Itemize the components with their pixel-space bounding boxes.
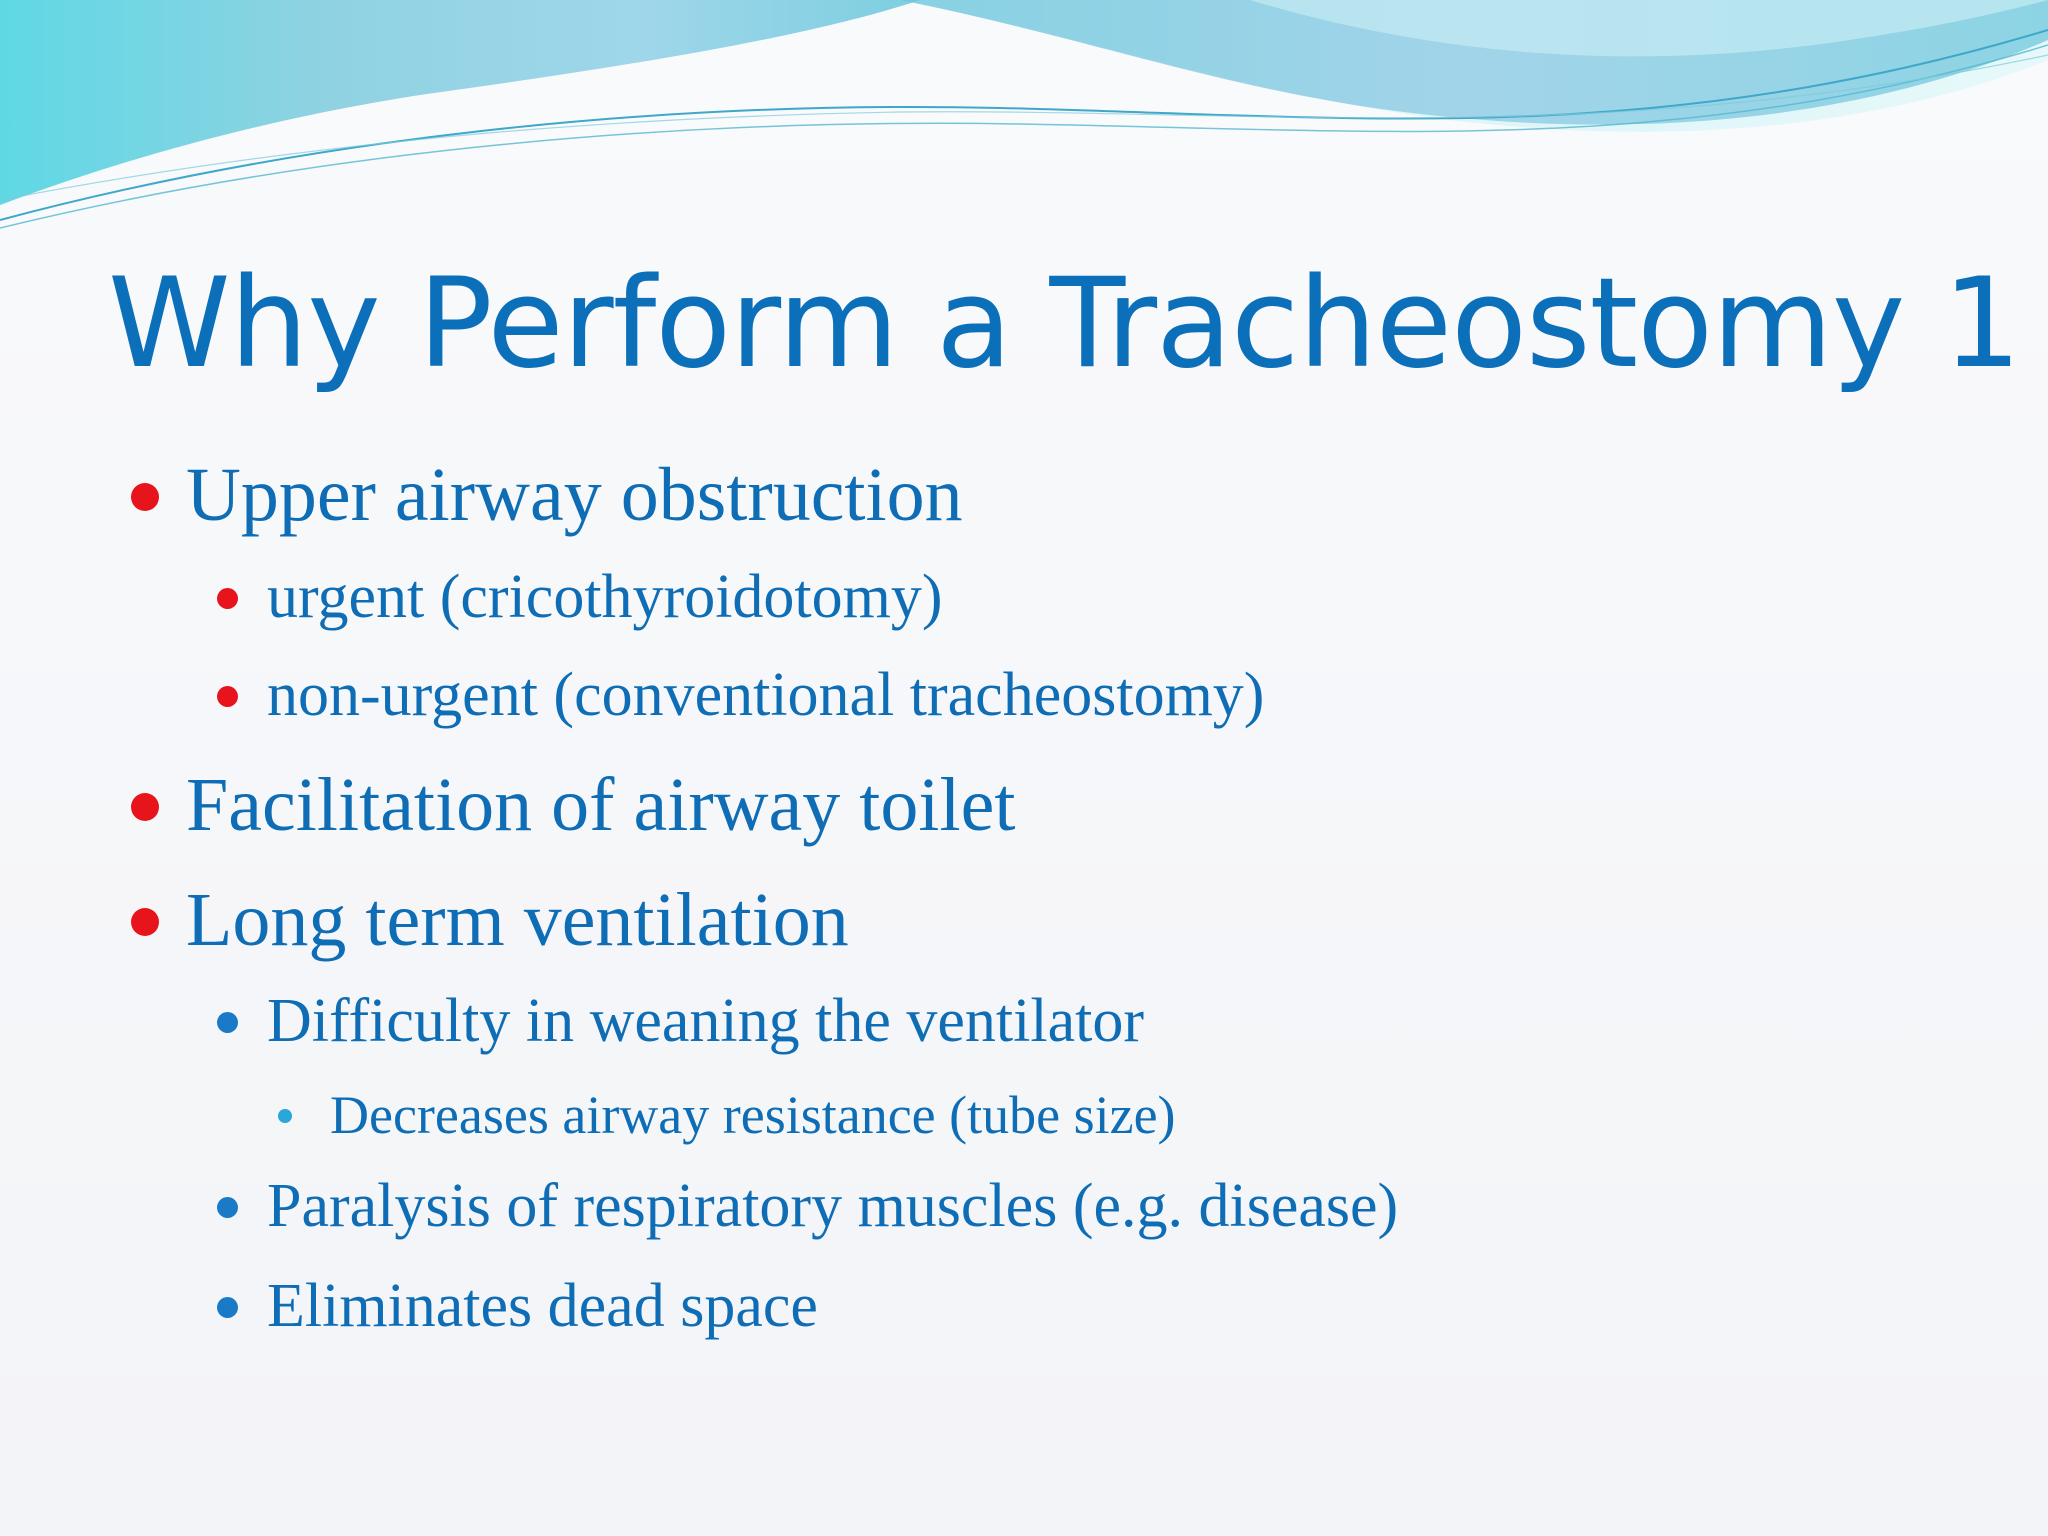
bullet-dot-icon (217, 1297, 238, 1318)
bullet-upper-airway-obstruction (186, 453, 963, 537)
bullet-text: Upper airway obstruction (186, 453, 963, 537)
bullet-text: Difficulty in weaning the ventilator (267, 987, 1144, 1055)
bullet-non-urgent (267, 661, 1265, 729)
bullet-text: non-urgent (conventional tracheostomy) (267, 661, 1265, 729)
bullet-dot-icon (131, 793, 159, 821)
bullet-dot-icon (217, 1197, 238, 1218)
bullet-paralysis-respiratory-muscles (267, 1172, 1399, 1240)
bullet-text: Long term ventilation (186, 878, 849, 962)
bullet-text: Eliminates dead space (267, 1272, 818, 1340)
header-wave-decoration (0, 0, 2048, 240)
bullet-decreases-airway-resistance (330, 1085, 1176, 1145)
bullet-long-term-ventilation (186, 878, 849, 962)
bullet-text: Decreases airway resistance (tube size) (330, 1085, 1176, 1145)
bullet-difficulty-weaning (267, 987, 1144, 1055)
bullet-dot-icon (131, 908, 159, 936)
bullet-dot-icon (131, 483, 159, 511)
bullet-text: Paralysis of respiratory muscles (e.g. disease) (267, 1172, 1399, 1240)
bullet-text: urgent (cricothyroidotomy) (267, 563, 943, 631)
slide-title: Why Perform a Tracheostomy 1 (108, 252, 2021, 396)
bullet-facilitation-airway-toilet (186, 763, 1016, 847)
bullet-dot-icon (217, 686, 238, 707)
bullet-urgent (267, 563, 943, 631)
bullet-dot-icon (217, 588, 238, 609)
bullet-eliminates-dead-space (267, 1272, 818, 1340)
bullet-dot-icon (278, 1109, 292, 1123)
bullet-text: Facilitation of airway toilet (186, 763, 1016, 847)
bullet-dot-icon (217, 1012, 238, 1033)
